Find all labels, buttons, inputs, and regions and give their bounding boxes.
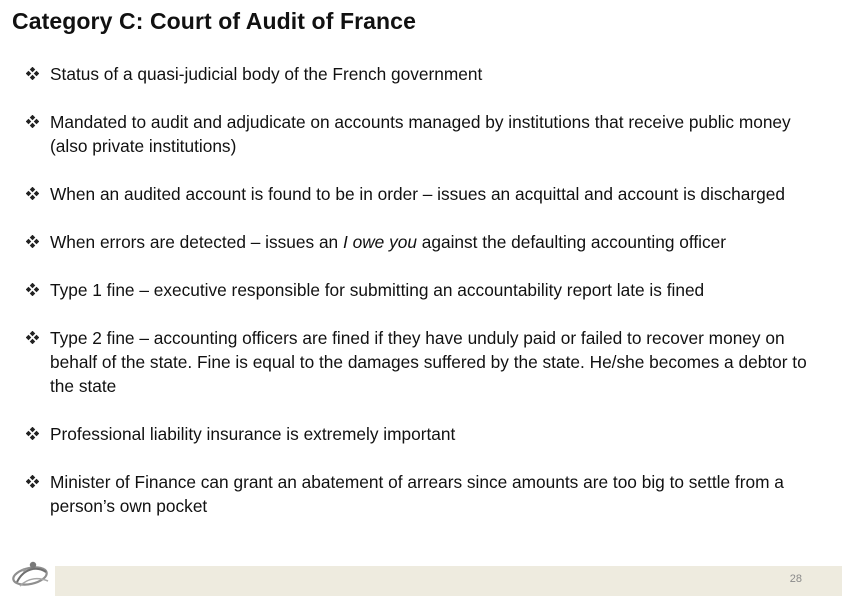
bullet-text-part: When errors are detected – issues an <box>50 232 343 252</box>
bullet-text <box>50 232 726 252</box>
bullet-text: Type 2 fine – accounting officers are fined if they have unduly paid or failed to recover money on behalf of the state. Fine is equal to the damages suffered by the state. He/she becomes a debtor to the state <box>50 328 807 396</box>
bullet-text-part: against the defaulting accounting officer <box>416 232 726 252</box>
bullet-item <box>26 182 826 206</box>
diamond-bullet-icon <box>26 475 39 488</box>
diamond-bullet-icon <box>26 67 39 80</box>
bullet-item <box>26 62 826 86</box>
diamond-bullet-icon <box>26 235 39 248</box>
bullet-item <box>26 230 826 254</box>
bullet-item <box>26 110 826 158</box>
bullet-text: Mandated to audit and adjudicate on accounts managed by institutions that receive public money (also private institutions) <box>50 112 791 156</box>
bullet-item <box>26 278 826 302</box>
bullet-item <box>26 422 826 446</box>
bullet-text: Professional liability insurance is extremely important <box>50 424 456 444</box>
page-number: 28 <box>789 573 802 585</box>
diamond-bullet-icon <box>26 187 39 200</box>
footer-bar <box>55 566 842 596</box>
bullet-text: When an audited account is found to be in order – issues an acquittal and account is discharged <box>50 184 785 204</box>
page-title: Category C: Court of Audit of France <box>12 8 416 34</box>
bullet-text: Type 1 fine – executive responsible for submitting an accountability report late is fined <box>50 280 705 300</box>
bullet-list <box>26 62 826 542</box>
bullet-item <box>26 470 826 518</box>
diamond-bullet-icon <box>26 331 39 344</box>
organization-logo-icon <box>8 558 52 590</box>
diamond-bullet-icon <box>26 283 39 296</box>
bullet-text: Status of a quasi-judicial body of the French government <box>50 64 483 84</box>
bullet-item <box>26 326 826 398</box>
bullet-text-emphasis: I owe you <box>342 232 417 252</box>
diamond-bullet-icon <box>26 427 39 440</box>
diamond-bullet-icon <box>26 115 39 128</box>
bullet-text: Minister of Finance can grant an abatement of arrears since amounts are too big to settle from a person’s own pocket <box>50 472 784 516</box>
